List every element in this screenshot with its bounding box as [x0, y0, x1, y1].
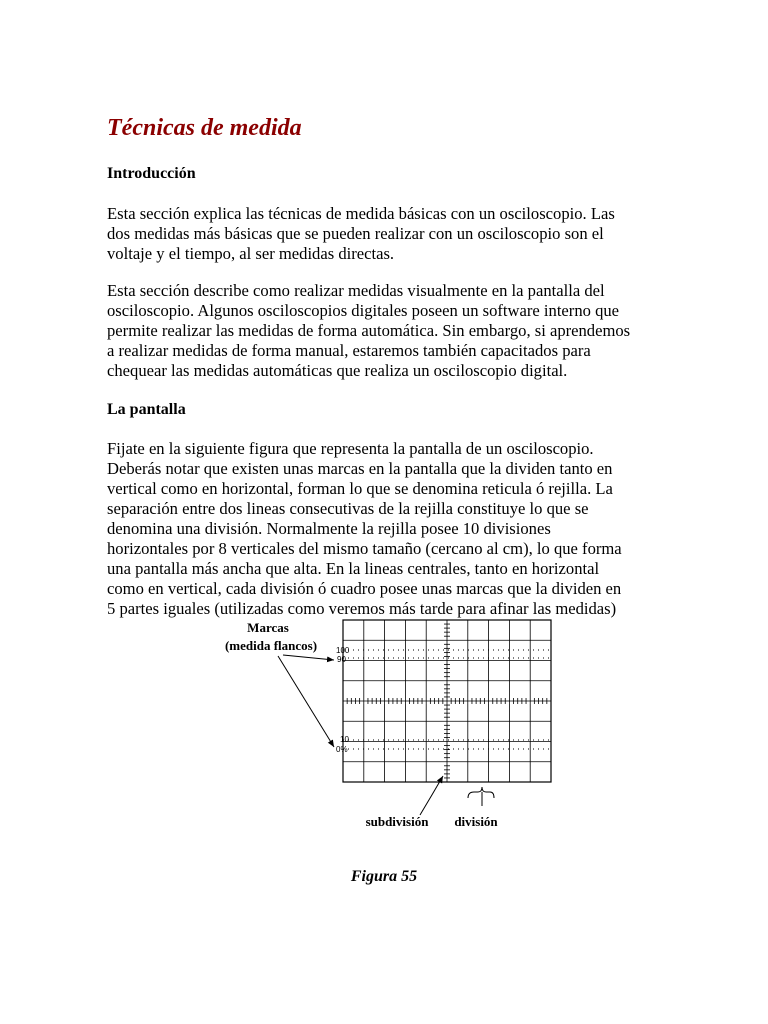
pantalla-paragraph: [107, 439, 667, 619]
label-10: 10: [340, 735, 349, 744]
text-line: chequear las medidas automáticas que realiza un osciloscopio digital.: [107, 361, 568, 380]
text-line: Deberás notar que existen unas marcas en la pantalla que la dividen tanto en: [107, 459, 613, 478]
text-line: una pantalla más ancha que alta. En la lineas centrales, tanto en horizontal: [107, 559, 600, 578]
label-100: 100: [336, 646, 350, 655]
text-line: vertical como en horizontal, forman lo que se denomina reticula ó rejilla. La: [107, 479, 613, 498]
section-heading-introduccion: Introducción: [107, 165, 196, 182]
text-line: denomina una división. Normalmente la rejilla posee 10 divisiones: [107, 519, 551, 538]
text-line: Fijate en la siguiente figura que representa la pantalla de un osciloscopio.: [107, 439, 594, 458]
text-line: separación entre dos lineas consecutivas de la rejilla constituye lo que se: [107, 499, 589, 518]
oscilloscope-grid-figure: [0, 610, 768, 840]
page-title: Técnicas de medida: [107, 115, 302, 141]
label-marcas: Marcas: [247, 620, 289, 635]
label-division: división: [454, 814, 498, 829]
label-90: 90: [337, 655, 346, 664]
text-line: 5 partes iguales (utilizadas como veremos más tarde para afinar las medidas): [107, 599, 617, 618]
arrow-to-90: [283, 655, 334, 660]
text-line: voltaje y el tiempo, al ser medidas directas.: [107, 244, 395, 263]
text-line: permite realizar las medidas de forma automática. Sin embargo, si aprendemos: [107, 321, 631, 340]
arrow-to-0: [278, 656, 334, 747]
label-0-percent: 0%: [336, 745, 348, 754]
figure-caption: Figura 55: [350, 868, 418, 885]
section-heading-la-pantalla: La pantalla: [107, 401, 186, 418]
text-line: osciloscopio. Algunos osciloscopios digitales poseen un software interno que: [107, 301, 620, 320]
label-medida-flancos: (medida flancos): [224, 638, 318, 653]
intro-paragraph-2: [107, 281, 667, 381]
text-line: horizontales por 8 verticales del mismo tamaño (cercano al cm), lo que forma: [107, 539, 622, 558]
division-brace: [468, 787, 494, 798]
text-line: a realizar medidas de forma manual, estaremos también capacitados para: [107, 341, 591, 360]
text-line: Esta sección describe como realizar medidas visualmente en la pantalla del: [107, 281, 605, 300]
text-line: dos medidas más básicas que se pueden realizar con un osciloscopio son el: [107, 224, 604, 243]
text-line: Esta sección explica las técnicas de medida básicas con un osciloscopio. Las: [107, 204, 615, 223]
text-line: como en vertical, cada división ó cuadro posee unas marcas que la dividen en: [107, 579, 622, 598]
label-subdivision: subdivisión: [365, 814, 429, 829]
intro-paragraph-1: [107, 204, 667, 264]
